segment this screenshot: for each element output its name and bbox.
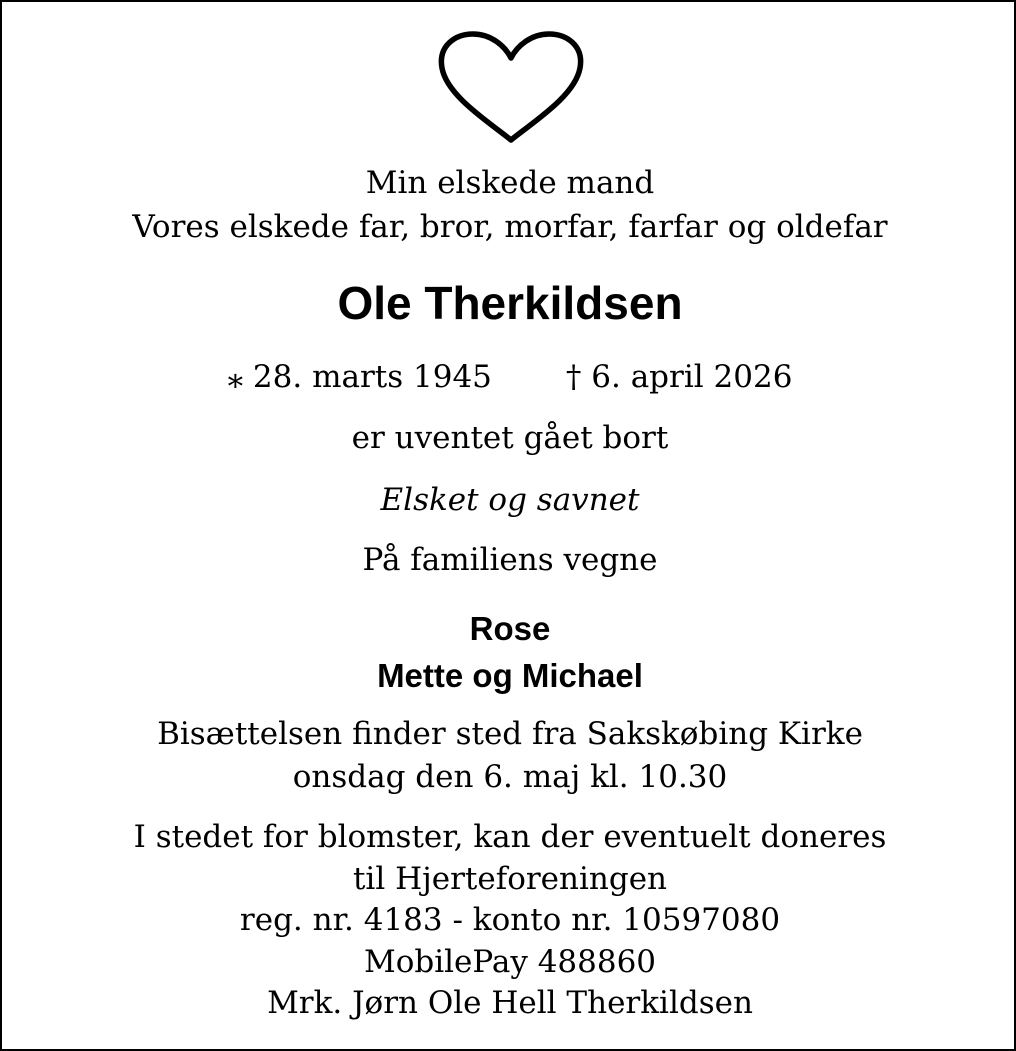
funeral-line-2: onsdag den 6. maj kl. 10.30 — [292, 759, 728, 795]
heart-outline-icon — [437, 30, 585, 146]
life-dates — [2, 359, 1016, 395]
signer-name: Rose — [469, 610, 551, 647]
donation-line: I stedet for blomster, kan der eventuelt doneres — [133, 819, 887, 855]
on-behalf-text: På familiens vegne — [362, 542, 658, 578]
intro-line-1: Min elskede mand — [365, 165, 655, 201]
donation-line: MobilePay 488860 — [363, 944, 657, 980]
donation-line: reg. nr. 4183 - konto nr. 10597080 — [239, 902, 781, 938]
intro-line-2: Vores elskede far, bror, morfar, farfar og oldefar — [132, 209, 888, 245]
donation-line: til Hjerteforeningen — [352, 861, 668, 897]
donation-line: Mrk. Jørn Ole Hell Therkildsen — [267, 985, 753, 1021]
dates-spacer — [492, 362, 566, 393]
funeral-line-1: Bisættelsen finder sted fra Sakskøbing Kirke — [157, 716, 863, 752]
death-date: † 6. april 2026 — [565, 359, 793, 395]
passed-text: er uventet gået bort — [351, 420, 669, 456]
tribute-text: Elsket og savnet — [380, 482, 640, 518]
deceased-name: Ole Therkildsen — [337, 277, 683, 329]
birth-date: ⁎ 28. marts 1945 — [227, 359, 492, 395]
signer-name: Mette og Michael — [377, 657, 643, 694]
